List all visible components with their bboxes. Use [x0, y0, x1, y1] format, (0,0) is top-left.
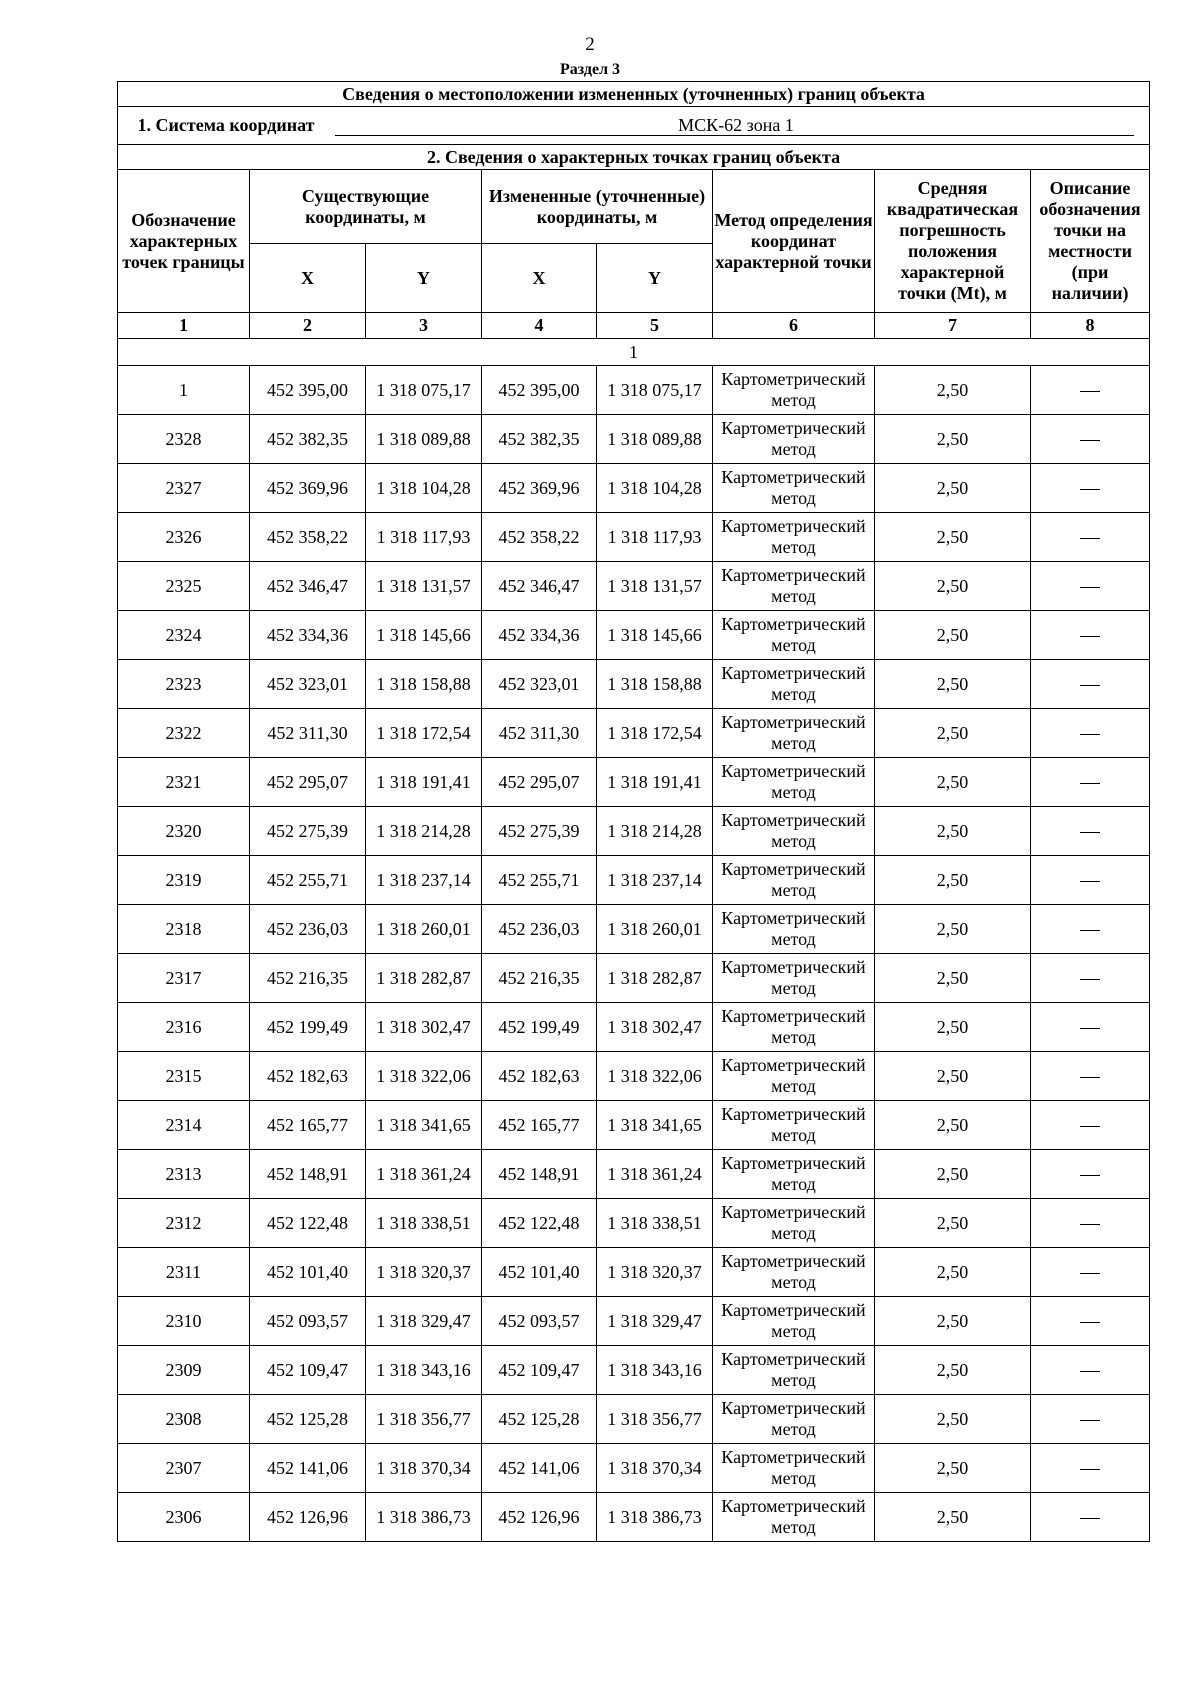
changed-x-cell: 452 126,96 — [482, 1493, 597, 1542]
method-cell: Картометрический метод — [713, 366, 875, 415]
point-cell: 2313 — [118, 1150, 250, 1199]
error-cell: 2,50 — [875, 366, 1031, 415]
description-cell — [1031, 758, 1150, 807]
existing-x-cell: 452 125,28 — [250, 1395, 366, 1444]
existing-y-cell: 1 318 341,65 — [366, 1101, 482, 1150]
dash-mark — [1080, 881, 1100, 882]
error-cell: 2,50 — [875, 1150, 1031, 1199]
dash-mark — [1080, 587, 1100, 588]
description-cell — [1031, 1493, 1150, 1542]
method-cell: Картометрический метод — [713, 1248, 875, 1297]
changed-y-cell: 1 318 302,47 — [597, 1003, 713, 1052]
dash-mark — [1080, 391, 1100, 392]
existing-y-cell: 1 318 089,88 — [366, 415, 482, 464]
page-number: 2 — [585, 34, 595, 55]
point-cell: 2322 — [118, 709, 250, 758]
dash-mark — [1080, 1273, 1100, 1274]
dash-mark — [1080, 636, 1100, 637]
error-cell: 2,50 — [875, 1248, 1031, 1297]
header-existing-x: X — [250, 244, 366, 313]
dash-mark — [1080, 1518, 1100, 1519]
table-row — [118, 1101, 1150, 1150]
changed-y-cell: 1 318 117,93 — [597, 513, 713, 562]
existing-x-cell: 452 311,30 — [250, 709, 366, 758]
existing-y-cell: 1 318 145,66 — [366, 611, 482, 660]
existing-y-cell: 1 318 386,73 — [366, 1493, 482, 1542]
error-cell: 2,50 — [875, 513, 1031, 562]
existing-x-cell: 452 334,36 — [250, 611, 366, 660]
existing-x-cell: 452 255,71 — [250, 856, 366, 905]
method-cell: Картометрический метод — [713, 611, 875, 660]
changed-y-cell: 1 318 356,77 — [597, 1395, 713, 1444]
description-cell — [1031, 1003, 1150, 1052]
point-cell: 2327 — [118, 464, 250, 513]
dash-mark — [1080, 1322, 1100, 1323]
point-cell: 2308 — [118, 1395, 250, 1444]
changed-y-cell: 1 318 341,65 — [597, 1101, 713, 1150]
point-cell: 2324 — [118, 611, 250, 660]
error-cell: 2,50 — [875, 464, 1031, 513]
existing-x-cell: 452 122,48 — [250, 1199, 366, 1248]
boundary-points-table — [117, 81, 1150, 1542]
existing-x-cell: 452 165,77 — [250, 1101, 366, 1150]
changed-x-cell: 452 093,57 — [482, 1297, 597, 1346]
error-cell: 2,50 — [875, 562, 1031, 611]
method-cell: Картометрический метод — [713, 758, 875, 807]
header-existing: Существующие координаты, м — [250, 170, 482, 244]
point-cell: 2311 — [118, 1248, 250, 1297]
changed-y-cell: 1 318 131,57 — [597, 562, 713, 611]
changed-x-cell: 452 236,03 — [482, 905, 597, 954]
changed-y-cell: 1 318 075,17 — [597, 366, 713, 415]
dash-mark — [1080, 1126, 1100, 1127]
existing-y-cell: 1 318 117,93 — [366, 513, 482, 562]
changed-y-cell: 1 318 320,37 — [597, 1248, 713, 1297]
dash-mark — [1080, 1371, 1100, 1372]
coord-system-label: 1. Система координат — [137, 115, 315, 135]
table-row — [118, 807, 1150, 856]
changed-x-cell: 452 122,48 — [482, 1199, 597, 1248]
header-existing-y: Y — [366, 244, 482, 313]
error-cell: 2,50 — [875, 1346, 1031, 1395]
point-cell: 2312 — [118, 1199, 250, 1248]
description-cell — [1031, 1101, 1150, 1150]
description-cell — [1031, 1248, 1150, 1297]
existing-x-cell: 452 093,57 — [250, 1297, 366, 1346]
coord-system-value: МСК-62 зона 1 — [335, 115, 1134, 136]
changed-y-cell: 1 318 329,47 — [597, 1297, 713, 1346]
point-cell: 2309 — [118, 1346, 250, 1395]
table-row — [118, 1150, 1150, 1199]
changed-y-cell: 1 318 361,24 — [597, 1150, 713, 1199]
point-cell: 2317 — [118, 954, 250, 1003]
table-row — [118, 905, 1150, 954]
changed-x-cell: 452 295,07 — [482, 758, 597, 807]
header-method: Метод определения координат характерной точки — [713, 170, 875, 313]
dash-mark — [1080, 979, 1100, 980]
column-number: 3 — [366, 313, 482, 339]
description-cell — [1031, 905, 1150, 954]
method-cell: Картометрический метод — [713, 1052, 875, 1101]
existing-y-cell: 1 318 214,28 — [366, 807, 482, 856]
existing-y-cell: 1 318 131,57 — [366, 562, 482, 611]
error-cell: 2,50 — [875, 611, 1031, 660]
error-cell: 2,50 — [875, 415, 1031, 464]
table-row — [118, 758, 1150, 807]
existing-y-cell: 1 318 322,06 — [366, 1052, 482, 1101]
dash-mark — [1080, 1224, 1100, 1225]
column-number-row — [118, 313, 1150, 339]
changed-y-cell: 1 318 322,06 — [597, 1052, 713, 1101]
dash-mark — [1080, 1420, 1100, 1421]
method-cell: Картометрический метод — [713, 856, 875, 905]
table-row — [118, 1493, 1150, 1542]
existing-x-cell: 452 323,01 — [250, 660, 366, 709]
dash-mark — [1080, 734, 1100, 735]
existing-y-cell: 1 318 075,17 — [366, 366, 482, 415]
contour-label: 1 — [118, 339, 1150, 366]
point-cell: 2325 — [118, 562, 250, 611]
changed-x-cell: 452 216,35 — [482, 954, 597, 1003]
description-cell — [1031, 807, 1150, 856]
dash-mark — [1080, 832, 1100, 833]
method-cell: Картометрический метод — [713, 660, 875, 709]
method-cell: Картометрический метод — [713, 1199, 875, 1248]
column-number: 7 — [875, 313, 1031, 339]
changed-x-cell: 452 358,22 — [482, 513, 597, 562]
point-cell: 2318 — [118, 905, 250, 954]
method-cell: Картометрический метод — [713, 1150, 875, 1199]
changed-y-cell: 1 318 343,16 — [597, 1346, 713, 1395]
point-cell: 2319 — [118, 856, 250, 905]
existing-y-cell: 1 318 370,34 — [366, 1444, 482, 1493]
description-cell — [1031, 1199, 1150, 1248]
description-cell — [1031, 562, 1150, 611]
existing-x-cell: 452 182,63 — [250, 1052, 366, 1101]
table-row — [118, 1346, 1150, 1395]
point-cell: 2323 — [118, 660, 250, 709]
error-cell: 2,50 — [875, 758, 1031, 807]
coord-system-row — [118, 107, 1150, 145]
existing-x-cell: 452 395,00 — [250, 366, 366, 415]
existing-y-cell: 1 318 320,37 — [366, 1248, 482, 1297]
error-cell: 2,50 — [875, 1003, 1031, 1052]
header-changed: Измененные (уточненные) координаты, м — [482, 170, 713, 244]
changed-y-cell: 1 318 191,41 — [597, 758, 713, 807]
table-row — [118, 562, 1150, 611]
changed-x-cell: 452 182,63 — [482, 1052, 597, 1101]
point-cell: 1 — [118, 366, 250, 415]
table-row — [118, 1003, 1150, 1052]
existing-x-cell: 452 295,07 — [250, 758, 366, 807]
table-main-title: Сведения о местоположении измененных (уточненных) границ объекта — [118, 82, 1150, 107]
table-row — [118, 709, 1150, 758]
existing-x-cell: 452 109,47 — [250, 1346, 366, 1395]
header-point: Обозначение характерных точек границы — [118, 170, 250, 313]
point-cell: 2315 — [118, 1052, 250, 1101]
dash-mark — [1080, 783, 1100, 784]
existing-y-cell: 1 318 260,01 — [366, 905, 482, 954]
dash-mark — [1080, 538, 1100, 539]
method-cell: Картометрический метод — [713, 513, 875, 562]
table-row — [118, 954, 1150, 1003]
description-cell — [1031, 415, 1150, 464]
description-cell — [1031, 709, 1150, 758]
changed-x-cell: 452 141,06 — [482, 1444, 597, 1493]
method-cell: Картометрический метод — [713, 807, 875, 856]
method-cell: Картометрический метод — [713, 1003, 875, 1052]
header-description: Описание обозначения точки на местности (при наличии) — [1031, 170, 1150, 313]
changed-x-cell: 452 125,28 — [482, 1395, 597, 1444]
existing-y-cell: 1 318 172,54 — [366, 709, 482, 758]
method-cell: Картометрический метод — [713, 905, 875, 954]
existing-y-cell: 1 318 237,14 — [366, 856, 482, 905]
existing-y-cell: 1 318 329,47 — [366, 1297, 482, 1346]
point-cell: 2316 — [118, 1003, 250, 1052]
changed-y-cell: 1 318 214,28 — [597, 807, 713, 856]
existing-y-cell: 1 318 356,77 — [366, 1395, 482, 1444]
method-cell: Картометрический метод — [713, 464, 875, 513]
point-cell: 2314 — [118, 1101, 250, 1150]
column-number: 5 — [597, 313, 713, 339]
section-title: Раздел 3 — [559, 61, 621, 78]
dash-mark — [1080, 1028, 1100, 1029]
table-row — [118, 611, 1150, 660]
column-number: 4 — [482, 313, 597, 339]
changed-x-cell: 452 109,47 — [482, 1346, 597, 1395]
error-cell: 2,50 — [875, 954, 1031, 1003]
dash-mark — [1080, 930, 1100, 931]
error-cell: 2,50 — [875, 1199, 1031, 1248]
method-cell: Картометрический метод — [713, 1444, 875, 1493]
existing-x-cell: 452 101,40 — [250, 1248, 366, 1297]
existing-y-cell: 1 318 104,28 — [366, 464, 482, 513]
existing-x-cell: 452 141,06 — [250, 1444, 366, 1493]
table-row — [118, 513, 1150, 562]
dash-mark — [1080, 440, 1100, 441]
existing-x-cell: 452 358,22 — [250, 513, 366, 562]
column-number: 8 — [1031, 313, 1150, 339]
header-changed-y: Y — [597, 244, 713, 313]
column-number: 1 — [118, 313, 250, 339]
dash-mark — [1080, 1077, 1100, 1078]
table-row — [118, 660, 1150, 709]
method-cell: Картометрический метод — [713, 709, 875, 758]
changed-y-cell: 1 318 145,66 — [597, 611, 713, 660]
existing-y-cell: 1 318 302,47 — [366, 1003, 482, 1052]
error-cell: 2,50 — [875, 1052, 1031, 1101]
error-cell: 2,50 — [875, 905, 1031, 954]
description-cell — [1031, 1297, 1150, 1346]
method-cell: Картометрический метод — [713, 1297, 875, 1346]
existing-x-cell: 452 216,35 — [250, 954, 366, 1003]
changed-x-cell: 452 148,91 — [482, 1150, 597, 1199]
existing-x-cell: 452 236,03 — [250, 905, 366, 954]
changed-x-cell: 452 165,77 — [482, 1101, 597, 1150]
changed-x-cell: 452 346,47 — [482, 562, 597, 611]
table-row — [118, 1199, 1150, 1248]
point-cell: 2328 — [118, 415, 250, 464]
error-cell: 2,50 — [875, 1493, 1031, 1542]
changed-x-cell: 452 334,36 — [482, 611, 597, 660]
existing-y-cell: 1 318 158,88 — [366, 660, 482, 709]
changed-x-cell: 452 382,35 — [482, 415, 597, 464]
existing-y-cell: 1 318 282,87 — [366, 954, 482, 1003]
dash-mark — [1080, 685, 1100, 686]
error-cell: 2,50 — [875, 1395, 1031, 1444]
table-subtitle: 2. Сведения о характерных точках границ объекта — [118, 145, 1150, 170]
changed-y-cell: 1 318 370,34 — [597, 1444, 713, 1493]
changed-y-cell: 1 318 089,88 — [597, 415, 713, 464]
changed-x-cell: 452 323,01 — [482, 660, 597, 709]
changed-x-cell: 452 199,49 — [482, 1003, 597, 1052]
description-cell — [1031, 1150, 1150, 1199]
point-cell: 2326 — [118, 513, 250, 562]
existing-x-cell: 452 369,96 — [250, 464, 366, 513]
description-cell — [1031, 1346, 1150, 1395]
dash-mark — [1080, 489, 1100, 490]
changed-x-cell: 452 311,30 — [482, 709, 597, 758]
description-cell — [1031, 954, 1150, 1003]
column-number: 6 — [713, 313, 875, 339]
method-cell: Картометрический метод — [713, 954, 875, 1003]
existing-y-cell: 1 318 361,24 — [366, 1150, 482, 1199]
error-cell: 2,50 — [875, 709, 1031, 758]
changed-y-cell: 1 318 338,51 — [597, 1199, 713, 1248]
description-cell — [1031, 1395, 1150, 1444]
method-cell: Картометрический метод — [713, 1395, 875, 1444]
point-cell: 2320 — [118, 807, 250, 856]
description-cell — [1031, 856, 1150, 905]
method-cell: Картометрический метод — [713, 1493, 875, 1542]
dash-mark — [1080, 1469, 1100, 1470]
error-cell: 2,50 — [875, 660, 1031, 709]
error-cell: 2,50 — [875, 1101, 1031, 1150]
changed-y-cell: 1 318 237,14 — [597, 856, 713, 905]
error-cell: 2,50 — [875, 856, 1031, 905]
error-cell: 2,50 — [875, 1297, 1031, 1346]
description-cell — [1031, 1444, 1150, 1493]
changed-y-cell: 1 318 282,87 — [597, 954, 713, 1003]
header-changed-x: X — [482, 244, 597, 313]
method-cell: Картометрический метод — [713, 1101, 875, 1150]
table-row — [118, 1052, 1150, 1101]
changed-y-cell: 1 318 158,88 — [597, 660, 713, 709]
method-cell: Картометрический метод — [713, 562, 875, 611]
existing-y-cell: 1 318 191,41 — [366, 758, 482, 807]
changed-x-cell: 452 395,00 — [482, 366, 597, 415]
changed-x-cell: 452 101,40 — [482, 1248, 597, 1297]
existing-y-cell: 1 318 343,16 — [366, 1346, 482, 1395]
existing-x-cell: 452 148,91 — [250, 1150, 366, 1199]
existing-x-cell: 452 275,39 — [250, 807, 366, 856]
dash-mark — [1080, 1175, 1100, 1176]
changed-x-cell: 452 255,71 — [482, 856, 597, 905]
description-cell — [1031, 464, 1150, 513]
description-cell — [1031, 513, 1150, 562]
point-cell: 2307 — [118, 1444, 250, 1493]
method-cell: Картометрический метод — [713, 1346, 875, 1395]
changed-y-cell: 1 318 104,28 — [597, 464, 713, 513]
description-cell — [1031, 611, 1150, 660]
error-cell: 2,50 — [875, 807, 1031, 856]
changed-y-cell: 1 318 172,54 — [597, 709, 713, 758]
existing-x-cell: 452 199,49 — [250, 1003, 366, 1052]
existing-y-cell: 1 318 338,51 — [366, 1199, 482, 1248]
description-cell — [1031, 660, 1150, 709]
table-row — [118, 856, 1150, 905]
header-error: Средняя квадратическая погрешность положения характерной точки (Mt), м — [875, 170, 1031, 313]
point-cell: 2321 — [118, 758, 250, 807]
point-cell: 2306 — [118, 1493, 250, 1542]
table-row — [118, 1444, 1150, 1493]
table-row — [118, 1395, 1150, 1444]
table-row — [118, 366, 1150, 415]
existing-x-cell: 452 346,47 — [250, 562, 366, 611]
changed-y-cell: 1 318 386,73 — [597, 1493, 713, 1542]
description-cell — [1031, 1052, 1150, 1101]
table-row — [118, 1297, 1150, 1346]
changed-x-cell: 452 275,39 — [482, 807, 597, 856]
changed-y-cell: 1 318 260,01 — [597, 905, 713, 954]
point-cell: 2310 — [118, 1297, 250, 1346]
table-row — [118, 464, 1150, 513]
existing-x-cell: 452 126,96 — [250, 1493, 366, 1542]
changed-x-cell: 452 369,96 — [482, 464, 597, 513]
table-row — [118, 415, 1150, 464]
method-cell: Картометрический метод — [713, 415, 875, 464]
error-cell: 2,50 — [875, 1444, 1031, 1493]
existing-x-cell: 452 382,35 — [250, 415, 366, 464]
column-number: 2 — [250, 313, 366, 339]
description-cell — [1031, 366, 1150, 415]
table-row — [118, 1248, 1150, 1297]
